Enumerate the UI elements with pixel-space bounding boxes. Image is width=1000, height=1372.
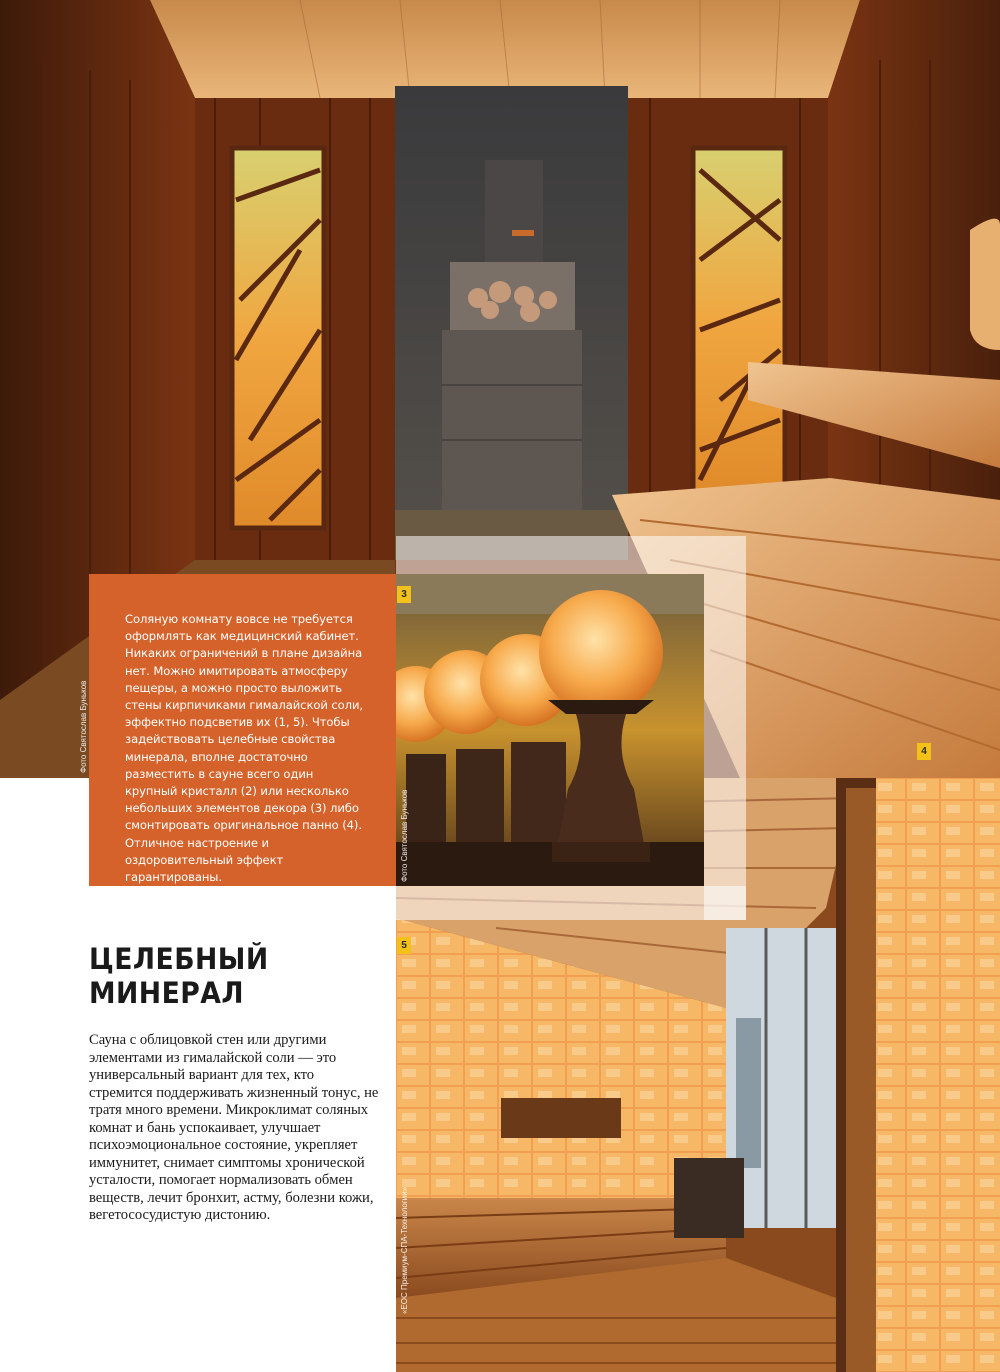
photo-credit-5: «ЕОС Премиум-СПА-Технологии» [400,1186,409,1314]
photo-number-5: 5 [397,937,411,954]
info-box-text: Соляную комнату вовсе не требуется оформлять как медицинский кабинет. Никаких ограничений в плане дизайна нет. Можно имитировать атмосферу пещеры, а можно просто выложить стены кирпичиками гималайской соли, эффектно подсветив их (1, 5). Чтобы задействовать целебные свойства минерала, вполне достаточно разместить в сауне всего один крупный кристалл (2) или несколько небольших элементов декора (3) либо смонтировать оригинальное панно (4). Отличное настроение и оздоровительный эффект гарантированы. [125,612,363,885]
info-box [89,574,396,886]
frame-overlay-bottom [396,886,746,920]
photo-credit-4: Фото Святослав Буньков [79,680,88,773]
article-heading [89,942,356,1010]
photo-salt-lamps [396,574,704,886]
photo-credit-3: Фото Святослав Буньков [400,789,409,882]
frame-overlay-right [704,574,746,920]
article-heading-line2: МИНЕРАЛ [89,976,245,1010]
article-heading-line1: ЦЕЛЕБНЫЙ [89,942,269,976]
photo-number-4: 4 [917,743,931,760]
frame-overlay-top [396,536,746,574]
article-body: Сауна с облицовкой стен или другими элементами из гималайской соли — это универсальный вариант для тех, кто стремится поддерживать жизненный тонус, не тратя много времени. Микроклимат соляных комнат и бань успокаивает, улучшает психоэмоциональное состояние, укрепляет иммунитет, снимает симптомы хронической усталости, помогает нормализовать обмен веществ, лечит бронхит, астму, болезни кожи, вегетососудистую дистонию. [89,1032,379,1223]
photo-number-3: 3 [397,586,411,603]
